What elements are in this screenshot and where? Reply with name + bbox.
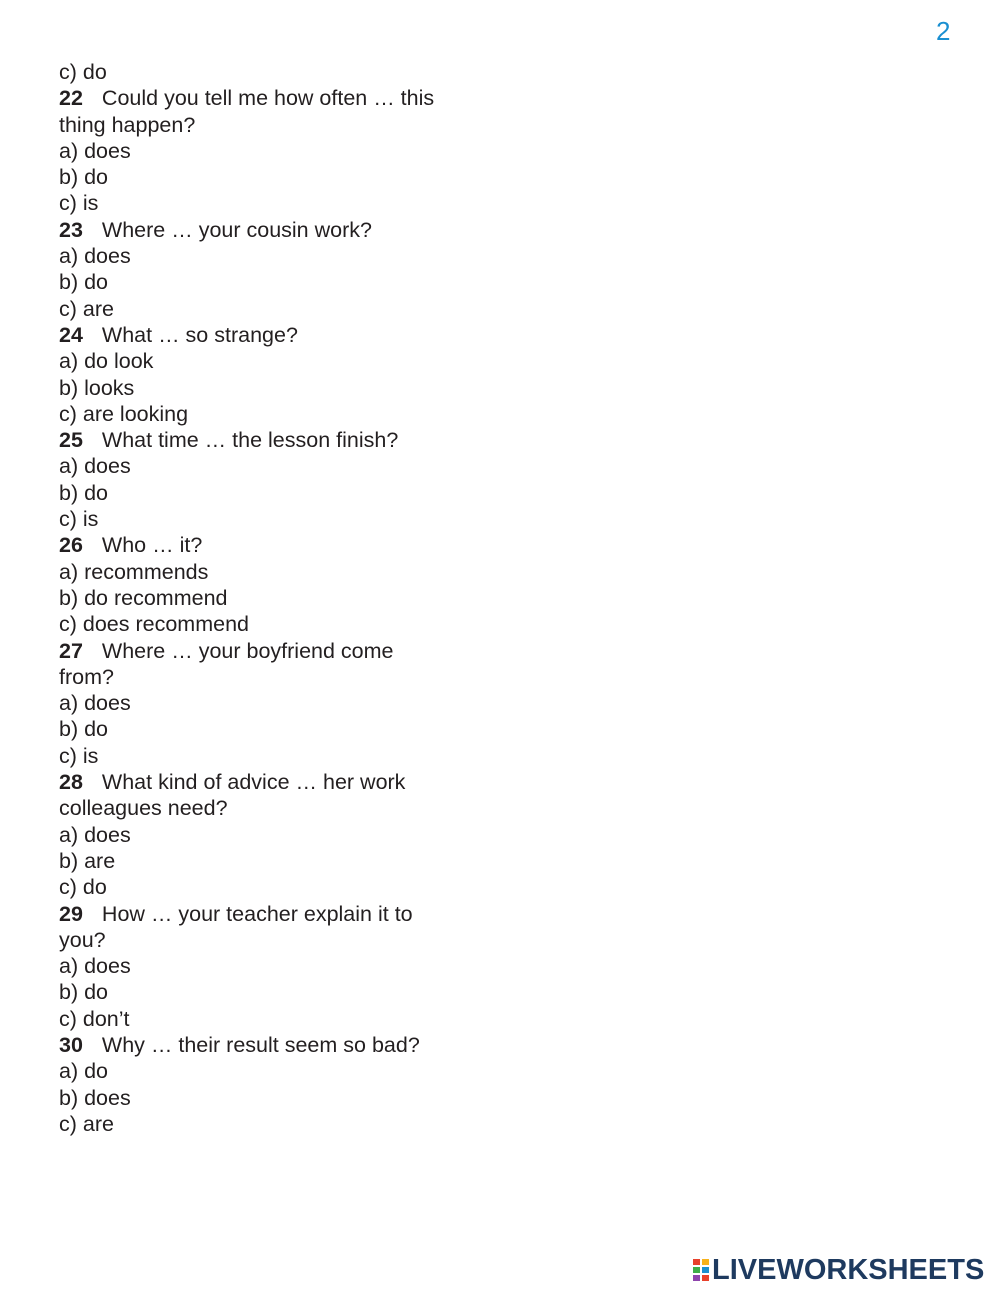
- question-number: 26: [59, 533, 83, 558]
- question-text: What … so strange?: [101, 322, 298, 347]
- answer-option: c) is: [59, 191, 99, 216]
- answer-option: b) do: [59, 717, 109, 742]
- answer-option: a) does: [59, 822, 131, 847]
- answer-option: c) don’t: [59, 1006, 130, 1031]
- logo-icon-square: [692, 1266, 701, 1274]
- question-number: 25: [59, 428, 83, 453]
- question-number: 23: [59, 217, 83, 242]
- answer-option: b) do: [59, 980, 109, 1005]
- answer-option: b) do: [59, 270, 109, 295]
- question-text: Why … their result seem so bad?: [101, 1032, 420, 1057]
- question-line: [59, 769, 479, 795]
- question-number: 24: [59, 322, 83, 347]
- question-number: 27: [59, 638, 83, 663]
- question-line: [59, 901, 479, 927]
- answer-option: b) looks: [59, 375, 135, 400]
- question-line: [59, 85, 479, 111]
- answer-option: a) does: [59, 454, 131, 479]
- question-line: [59, 638, 479, 664]
- answer-option: b) do: [59, 165, 109, 190]
- answer-option: a) does: [59, 954, 131, 979]
- answer-option: b) are: [59, 848, 116, 873]
- question-text: Where … your cousin work?: [101, 217, 372, 242]
- answer-option: a) does: [59, 691, 131, 716]
- liveworksheets-logo-text: LIVEWORKSHEETS: [712, 1254, 985, 1286]
- question-number: 30: [59, 1032, 83, 1057]
- answer-option: b) do recommend: [59, 585, 228, 610]
- question-text-continued: from?: [59, 664, 114, 689]
- answer-option: a) do: [59, 1059, 109, 1084]
- answer-option: b) do: [59, 480, 109, 505]
- answer-option: b) does: [59, 1085, 131, 1110]
- liveworksheets-logo-icon: [692, 1258, 710, 1282]
- question-text-continued: colleagues need?: [59, 796, 228, 821]
- answer-option: c) do: [59, 60, 107, 84]
- question-number: 28: [59, 770, 83, 795]
- answer-option: c) is: [59, 507, 99, 532]
- logo-icon-square: [692, 1258, 701, 1266]
- question-line: [59, 427, 479, 453]
- answer-option: c) are looking: [59, 401, 189, 426]
- answer-option: c) is: [59, 743, 99, 768]
- question-text: How … your teacher explain it to: [101, 901, 413, 926]
- logo-icon-square: [701, 1266, 710, 1274]
- question-line: [59, 322, 479, 348]
- question-text: Who … it?: [101, 533, 203, 558]
- worksheet-content: [59, 59, 479, 1137]
- answer-option: a) does: [59, 244, 131, 269]
- question-line: [59, 1032, 479, 1058]
- answer-option: a) do look: [59, 349, 154, 374]
- page-number: 2: [936, 16, 951, 46]
- logo-icon-square: [701, 1274, 710, 1282]
- question-line: [59, 532, 479, 558]
- question-text: Where … your boyfriend come: [101, 638, 394, 663]
- logo-icon-square: [692, 1274, 701, 1282]
- question-text: Could you tell me how often … this: [101, 86, 435, 111]
- answer-option: a) does: [59, 138, 131, 163]
- answer-option: c) are: [59, 1111, 114, 1136]
- answer-option: c) do: [59, 875, 107, 900]
- question-line: [59, 217, 479, 243]
- logo-icon-square: [701, 1258, 710, 1266]
- question-text-continued: you?: [59, 927, 106, 952]
- question-number: 29: [59, 901, 83, 926]
- liveworksheets-logo[interactable]: [692, 1256, 984, 1284]
- answer-option: c) does recommend: [59, 612, 249, 637]
- answer-option: a) recommends: [59, 559, 209, 584]
- question-number: 22: [59, 86, 83, 111]
- question-text-continued: thing happen?: [59, 112, 196, 137]
- answer-option: c) are: [59, 296, 114, 321]
- question-text: What time … the lesson finish?: [101, 428, 399, 453]
- question-text: What kind of advice … her work: [101, 770, 406, 795]
